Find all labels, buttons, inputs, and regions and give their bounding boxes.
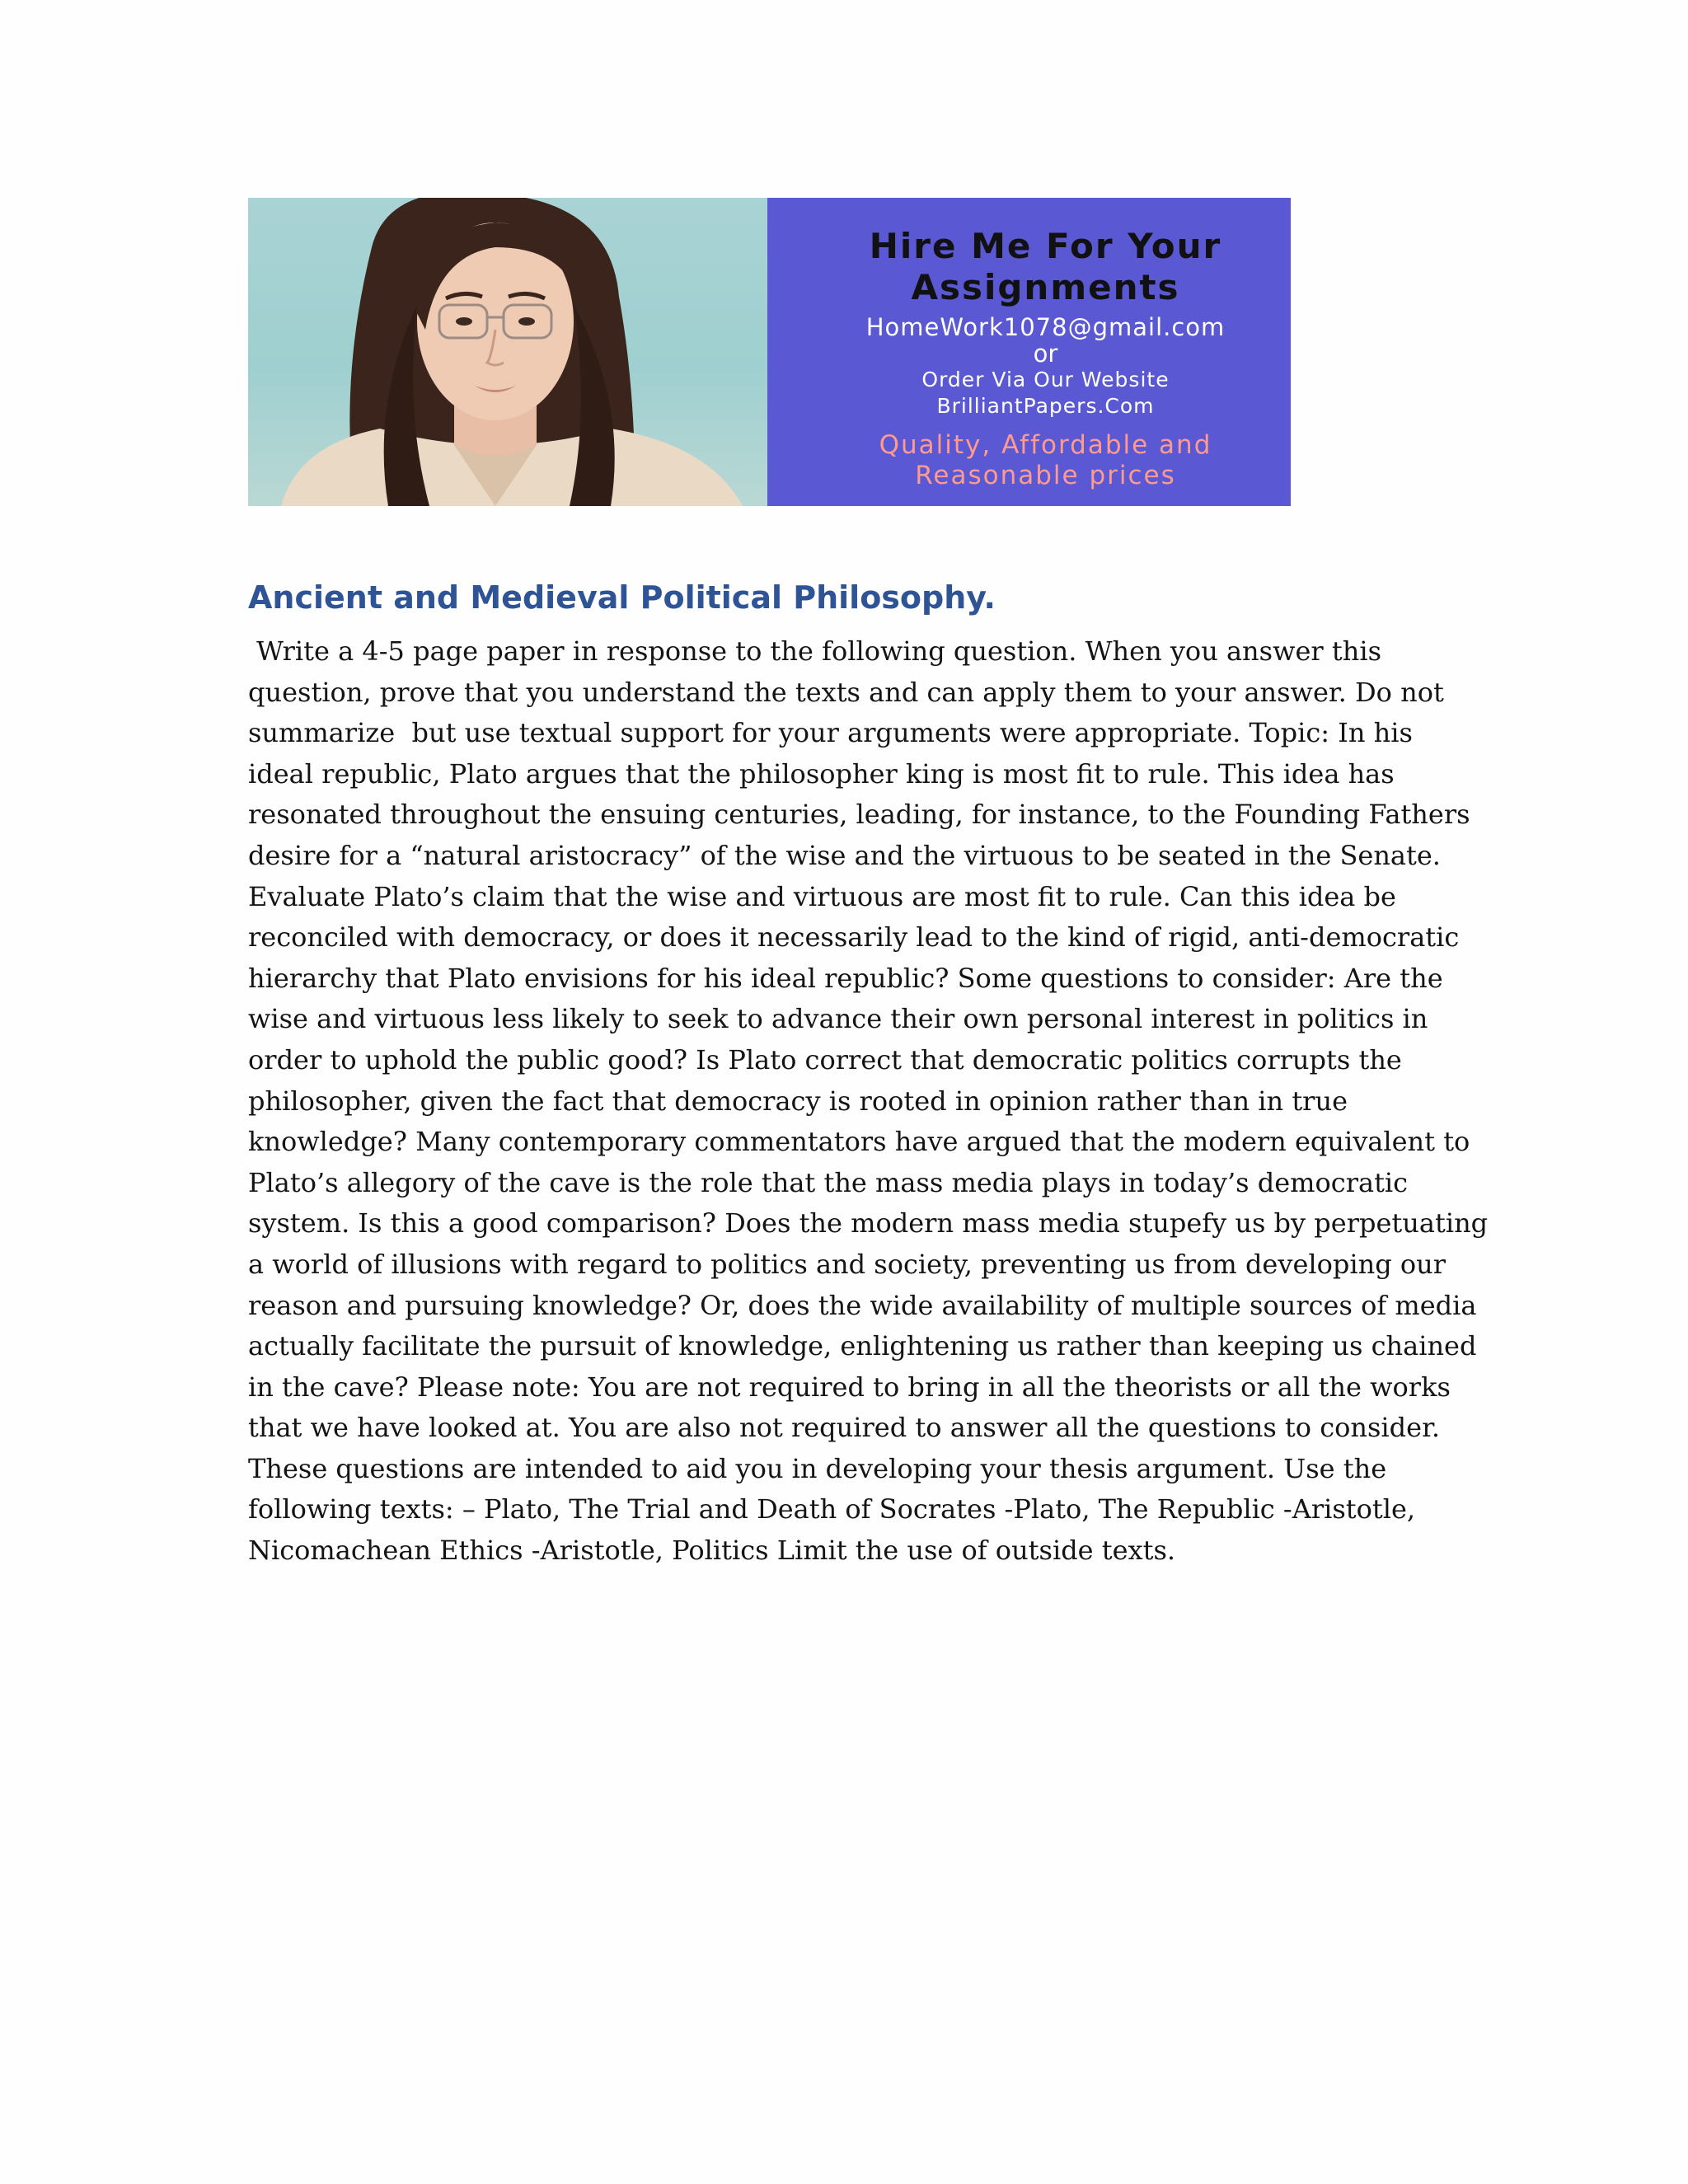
prompt-line: a world of illusions with regard to politics and society, preventing us from developing our: [248, 1248, 1447, 1280]
portrait-illustration: [248, 198, 767, 506]
banner-heading-line: Hire Me For Your: [869, 226, 1222, 266]
assignment-prompt: [248, 631, 1489, 1572]
prompt-line: ideal republic, Plato argues that the philosopher king is most fit to rule. This idea has: [248, 757, 1395, 790]
document-title: Ancient and Medieval Political Philosophy.: [248, 579, 996, 616]
banner-order-line: Order Via Our Website: [921, 368, 1170, 391]
prompt-line: Plato’s allegory of the cave is the role that the mass media plays in today’s democratic: [248, 1166, 1409, 1198]
prompt-line: in the cave? Please note: You are not required to bring in all the theorists or all the works: [248, 1371, 1451, 1403]
prompt-line: hierarchy that Plato envisions for his ideal republic? Some questions to consider: Are the: [248, 962, 1443, 994]
prompt-line: following texts: – Plato, The Trial and Death of Socrates -Plato, The Republic -Aristotle,: [248, 1493, 1416, 1526]
banner-order-text: [767, 367, 1291, 419]
prompt-line: Write a 4-5 page paper in response to the following question. When you answer this: [248, 635, 1381, 667]
prompt-line: system. Is this a good comparison? Does the modern mass media stupefy us by perpetuating: [248, 1207, 1489, 1240]
banner-heading-line: Assignments: [911, 267, 1180, 307]
woman-portrait-image: [248, 198, 767, 506]
prompt-line: order to uphold the public good? Is Plato correct that democratic politics corrupts the: [248, 1043, 1402, 1076]
banner-quality-line: Reasonable prices: [915, 461, 1176, 490]
prompt-line: knowledge? Many contemporary commentators have argued that the modern equivalent to: [248, 1126, 1470, 1158]
prompt-line: reason and pursuing knowledge? Or, does the wide availability of multiple sources of media: [248, 1289, 1477, 1321]
prompt-line: summarize but use textual support for your arguments were appropriate. Topic: In his: [248, 717, 1413, 749]
prompt-line: Evaluate Plato’s claim that the wise and virtuous are most fit to rule. Can this idea be: [248, 880, 1396, 912]
prompt-line: wise and virtuous less likely to seek to advance their own personal interest in politics in: [248, 1003, 1428, 1035]
prompt-line: desire for a “natural aristocracy” of the wise and the virtuous to be seated in the Senate.: [248, 839, 1441, 871]
banner-email: HomeWork1078@gmail.com: [865, 313, 1226, 341]
banner-heading: [767, 226, 1291, 308]
prompt-line: actually facilitate the pursuit of knowledge, enlightening us rather than keeping us chained: [248, 1330, 1477, 1362]
banner-website: BrilliantPapers.Com: [936, 394, 1155, 418]
prompt-line: philosopher, given the fact that democracy is rooted in opinion rather than in true: [248, 1085, 1348, 1117]
banner-contact-panel: [767, 198, 1291, 506]
prompt-line: resonated throughout the ensuing centuries, leading, for instance, to the Founding Fathers: [248, 799, 1470, 831]
prompt-line: question, prove that you understand the texts and can apply them to your answer. Do not: [248, 676, 1444, 708]
prompt-line: Nicomachean Ethics -Aristotle, Politics Limit the use of outside texts.: [248, 1535, 1176, 1567]
prompt-line: that we have looked at. You are also not required to answer all the questions to consider.: [248, 1412, 1441, 1444]
banner-or: or: [1033, 340, 1058, 368]
banner-quality-text: [767, 430, 1291, 491]
prompt-line: These questions are intended to aid you in developing your thesis argument. Use the: [248, 1452, 1387, 1484]
banner-quality-line: Quality, Affordable and: [879, 430, 1212, 460]
prompt-line: reconciled with democracy, or does it necessarily lead to the kind of rigid, anti-democratic: [248, 921, 1460, 954]
advertisement-banner: [248, 198, 1291, 506]
